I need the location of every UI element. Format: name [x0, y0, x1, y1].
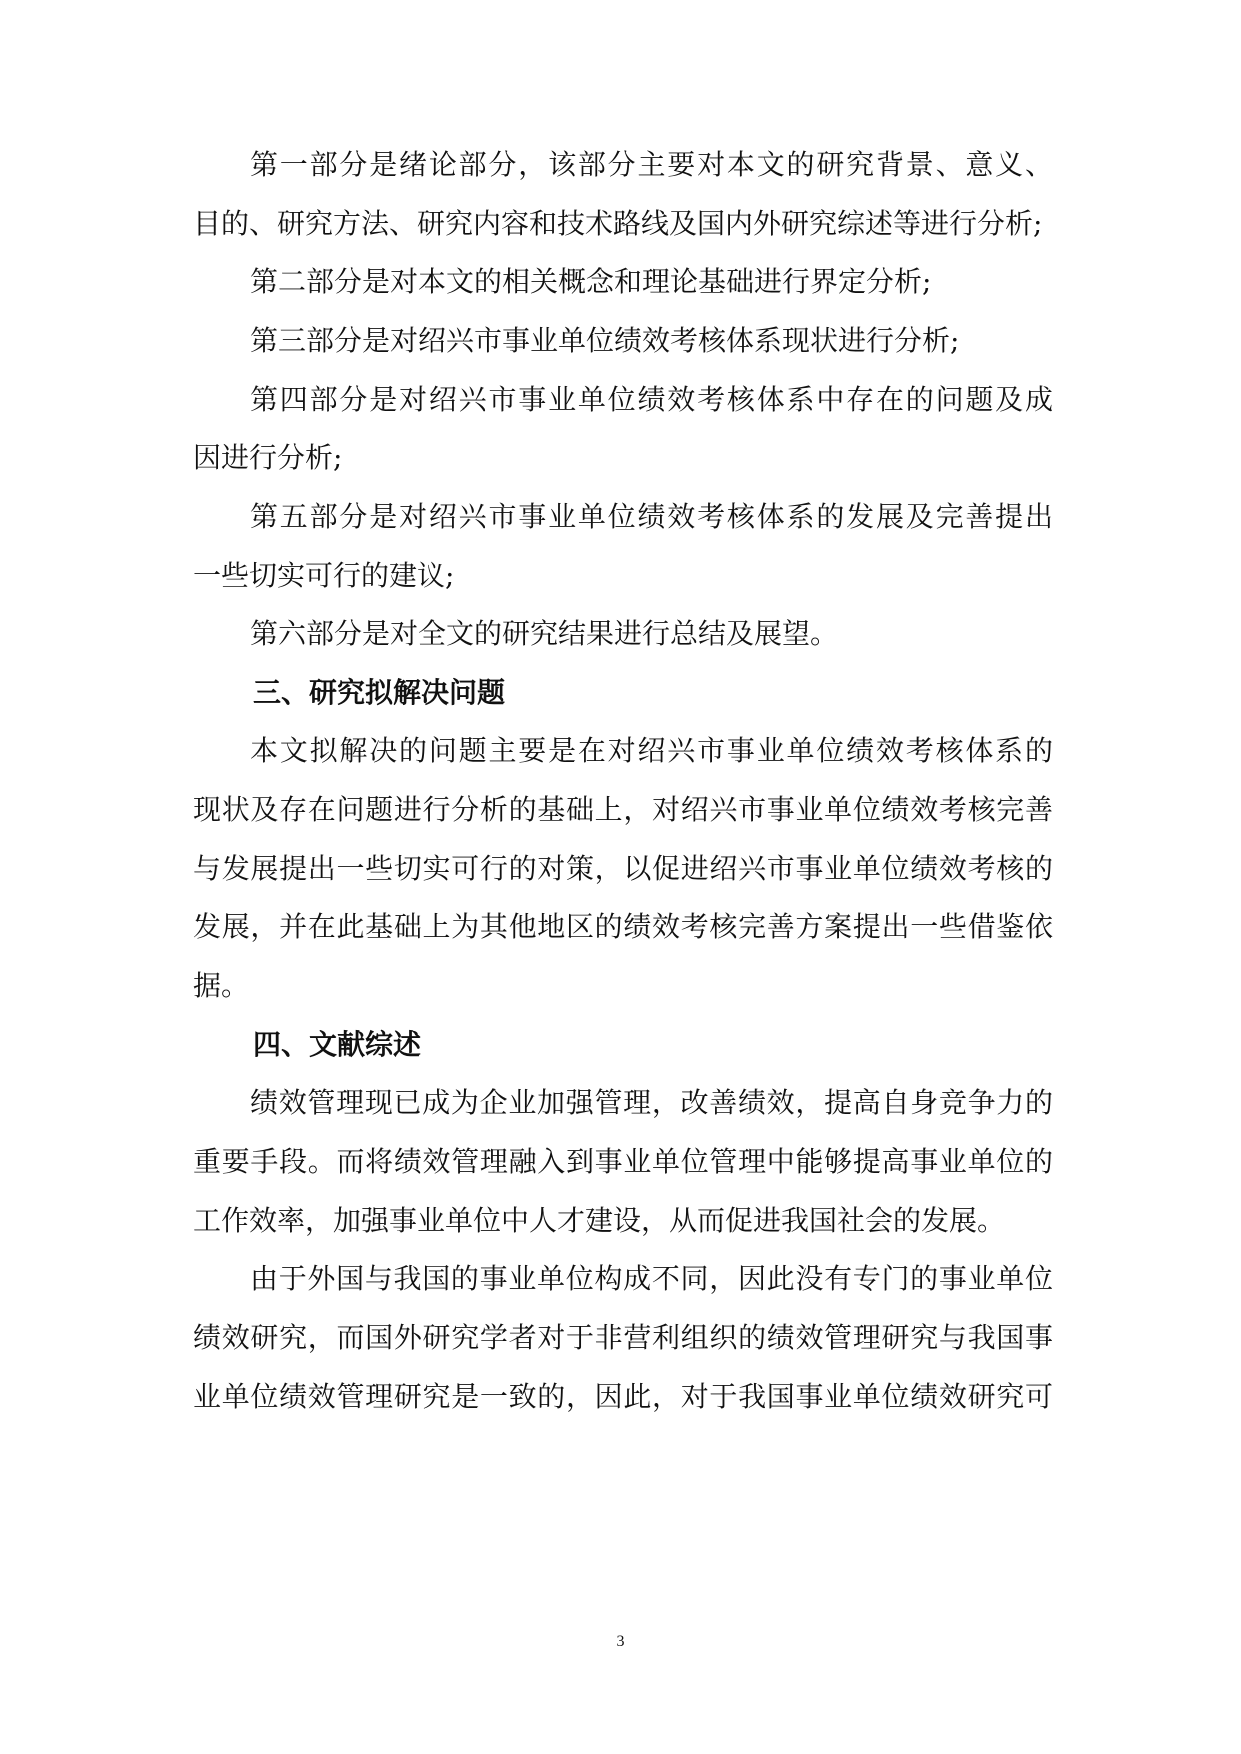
paragraph-line: 因进行分析; [193, 441, 343, 474]
page-number: 3 [616, 1633, 625, 1650]
paragraph-line: 第四部分是对绍兴市事业单位绩效考核体系中存在的问题及成 [250, 383, 1053, 416]
section-heading: 四、文献综述 [253, 1028, 422, 1061]
paragraph-line: 一些切实可行的建议; [193, 559, 455, 592]
paragraph-line: 现状及存在问题进行分析的基础上，对绍兴市事业单位绩效考核完善 [193, 793, 1053, 826]
paragraph-line: 由于外国与我国的事业单位构成不同，因此没有专门的事业单位 [250, 1262, 1053, 1295]
paragraph-line: 据。 [193, 969, 250, 1002]
paragraph-line: 发展，并在此基础上为其他地区的绩效考核完善方案提出一些借鉴依 [193, 910, 1053, 943]
paragraph-line: 第三部分是对绍兴市事业单位绩效考核体系现状进行分析; [250, 324, 960, 357]
paragraph-line: 第二部分是对本文的相关概念和理论基础进行界定分析; [250, 265, 932, 298]
paragraph-line: 第一部分是绪论部分，该部分主要对本文的研究背景、意义、 [250, 148, 1053, 181]
paragraph-line: 重要手段。而将绩效管理融入到事业单位管理中能够提高事业单位的 [193, 1145, 1053, 1178]
paragraph-line: 工作效率，加强事业单位中人才建设，从而促进我国社会的发展。 [193, 1204, 1006, 1237]
section-heading: 三、研究拟解决问题 [253, 676, 506, 709]
paragraph-line: 绩效管理现已成为企业加强管理，改善绩效，提高自身竞争力的 [250, 1086, 1053, 1119]
paragraph-line: 业单位绩效管理研究是一致的，因此，对于我国事业单位绩效研究可 [193, 1380, 1053, 1413]
paragraph-line: 本文拟解决的问题主要是在对绍兴市事业单位绩效考核体系的 [250, 734, 1053, 767]
paragraph-line: 第六部分是对全文的研究结果进行总结及展望。 [250, 617, 839, 650]
paragraph-line: 与发展提出一些切实可行的对策，以促进绍兴市事业单位绩效考核的 [193, 852, 1053, 885]
paragraph-line: 绩效研究，而国外研究学者对于非营利组织的绩效管理研究与我国事 [193, 1321, 1053, 1354]
paragraph-line: 第五部分是对绍兴市事业单位绩效考核体系的发展及完善提出 [250, 500, 1053, 533]
paragraph-line: 目的、研究方法、研究内容和技术路线及国内外研究综述等进行分析; [193, 207, 1043, 240]
